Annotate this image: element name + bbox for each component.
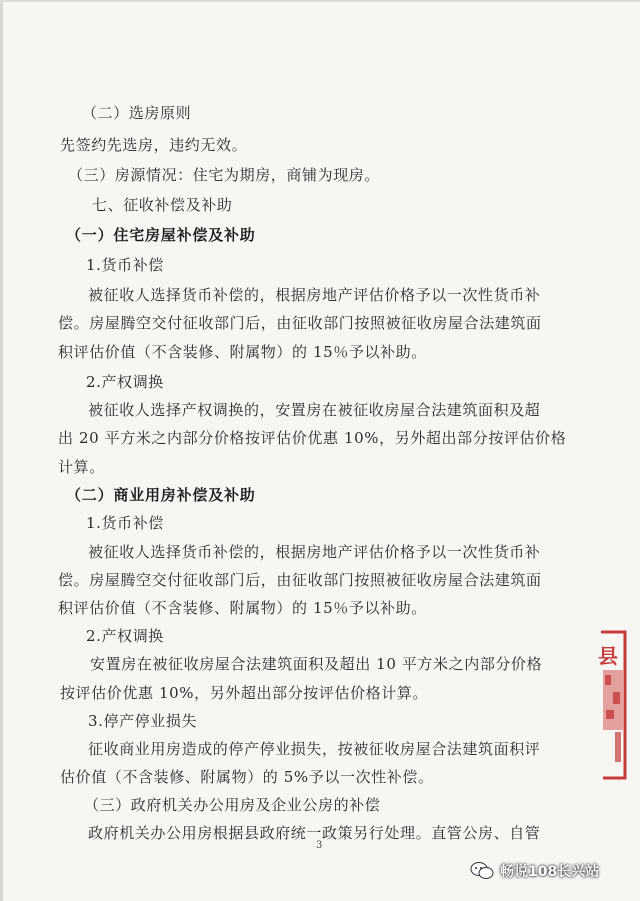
text-line: 计算。 — [58, 458, 105, 476]
text-line: 安置房在被征收房屋合法建筑面积及超出 10 平方米之内部分价格 — [90, 655, 543, 673]
text-line: 偿。房屋腾空交付征收部门后，由征收部门按照被征收房屋合法建筑面 — [58, 314, 542, 332]
text-line: 被征收人选择产权调换的，安置房在被征收房屋合法建筑面积及超 — [88, 401, 541, 419]
text-line: 偿。房屋腾空交付征收部门后，由征收部门按照被征收房屋合法建筑面 — [58, 571, 542, 589]
subsection-heading: （一）住宅房屋补偿及补助 — [66, 226, 256, 244]
chat-bubble-icon — [470, 861, 494, 881]
item-heading: 2.产权调换 — [86, 627, 164, 645]
text-line: 被征收人选择货币补偿的，根据房地产评估价格予以一次性货币补 — [88, 543, 541, 561]
item-heading: 2.产权调换 — [86, 373, 164, 391]
page-edge — [0, 0, 3, 901]
text-line: 政府机关办公用房根据县政府统一政策另行处理。直管公房、自管 — [88, 824, 541, 842]
watermark-text: 畅说108长兴站 — [500, 864, 600, 880]
stamp-character: 县 — [598, 644, 618, 668]
text-line: 估价值（不含装修、附属物）的 5%予以一次性补偿。 — [60, 768, 434, 786]
text-line: 征收商业用房造成的停产停业损失，按被征收房屋合法建筑面积评 — [88, 740, 541, 758]
subsection-heading: （二）商业用房补偿及补助 — [66, 486, 256, 504]
text-line: 先签约先选房，违约无效。 — [60, 136, 248, 154]
item-heading: 1.货币补偿 — [86, 514, 164, 532]
text-line: （三）房源情况：住宅为期房，商铺为现房。 — [68, 166, 381, 184]
page-number: 3 — [316, 840, 323, 851]
section-heading: 七、征收补偿及补助 — [92, 196, 233, 214]
text-line: 积评估价值（不含装修、附属物）的 15％予以补助。 — [58, 343, 427, 361]
page-edge-top — [0, 0, 640, 2]
item-heading: 3.停产停业损失 — [88, 712, 198, 730]
text-line: 按评估价优惠 10%，另外超出部分按评估价格计算。 — [60, 684, 429, 702]
text-line: 出 20 平方米之内部分价格按评估价优惠 10%，另外超出部分按评估价格 — [58, 429, 567, 447]
text-line: 积评估价值（不含装修、附属物）的 15％予以补助。 — [58, 599, 427, 617]
subsection-heading: （三）政府机关办公用房及企业公房的补偿 — [84, 796, 381, 814]
text-line: （二）选房原则 — [82, 104, 192, 122]
source-watermark — [470, 858, 599, 884]
item-heading: 1.货币补偿 — [86, 256, 164, 274]
text-line: 被征收人选择货币补偿的，根据房地产评估价格予以一次性货币补 — [88, 286, 541, 304]
